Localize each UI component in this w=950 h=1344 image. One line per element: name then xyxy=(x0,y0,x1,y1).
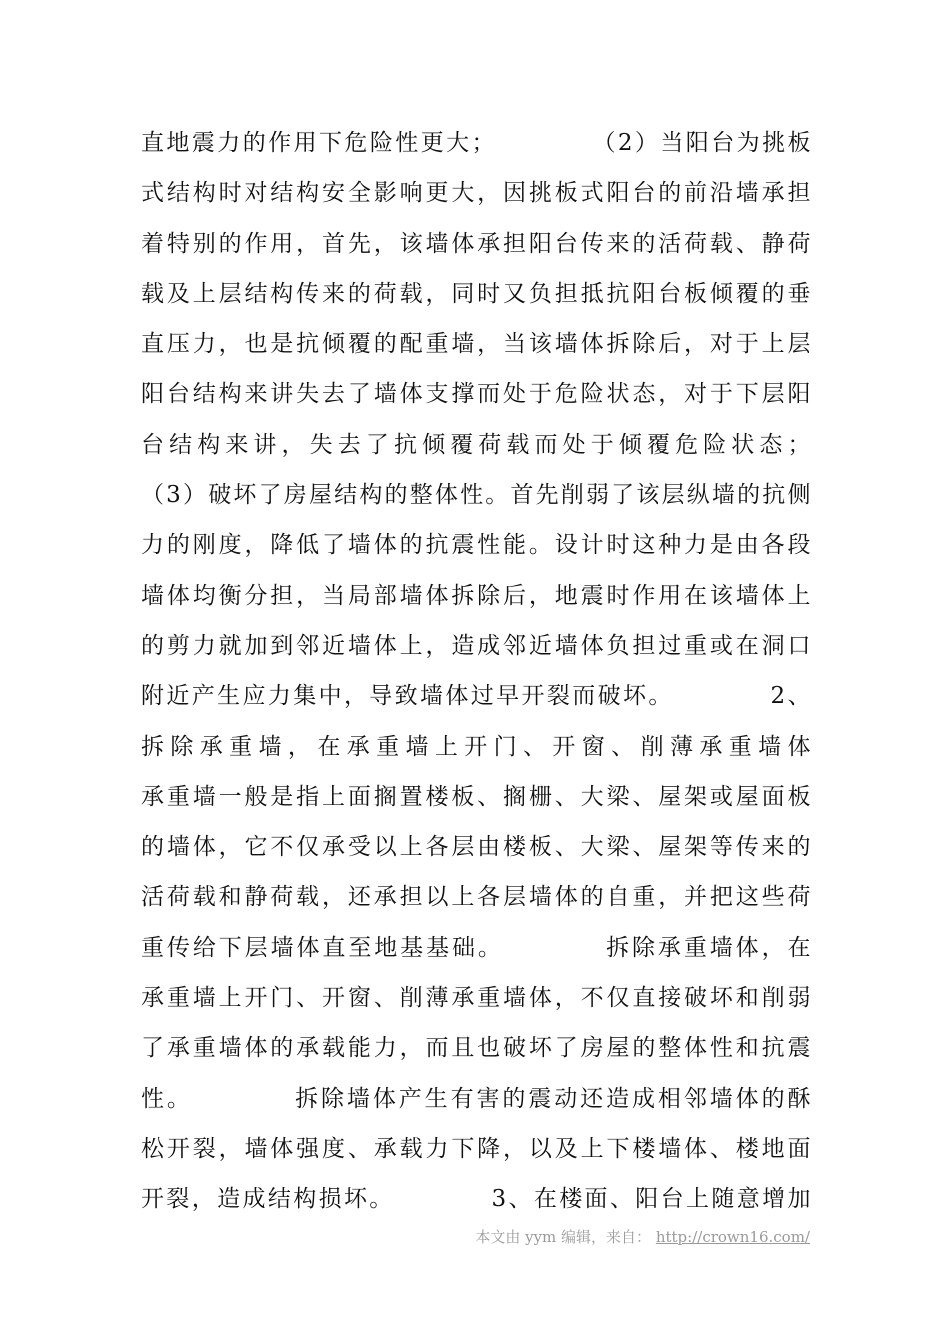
text-line: 着特别的作用，首先，该墙体承担阳台传来的活荷载、静荷 xyxy=(141,230,811,257)
text-line: 的剪力就加到邻近墙体上，造成邻近墙体负担过重或在洞口 xyxy=(141,632,811,659)
text-line: 重传给下层墙体直至地基基础。 拆除承重墙体，在 xyxy=(141,934,811,961)
text-line: 台结构来讲，失去了抗倾覆荷载而处于倾覆危险状态； xyxy=(141,431,811,458)
footer-credit: 本文由 yym 编辑，来自： xyxy=(475,1228,652,1246)
text-line: 载及上层结构传来的荷载，同时又负担抵抗阳台板倾覆的垂 xyxy=(141,280,811,307)
text-line: 了承重墙体的承载能力，而且也破坏了房屋的整体性和抗震 xyxy=(141,1035,811,1062)
footer xyxy=(475,1226,810,1247)
text-line: 附近产生应力集中，导致墙体过早开裂而破坏。 2、 xyxy=(141,683,811,710)
body-text xyxy=(141,118,811,1225)
footer-link[interactable]: http://crown16.com/ xyxy=(655,1228,810,1246)
text-line: 承重墙上开门、开窗、削薄承重墙体，不仅直接破坏和削弱 xyxy=(141,985,811,1012)
text-line: 拆除承重墙，在承重墙上开门、开窗、削薄承重墙体 xyxy=(141,733,811,760)
text-line: 活荷载和静荷载，还承担以上各层墙体的自重，并把这些荷 xyxy=(141,884,811,911)
text-line: 阳台结构来讲失去了墙体支撑而处于危险状态，对于下层阳 xyxy=(141,381,811,408)
text-line: 直地震力的作用下危险性更大； （2）当阳台为挑板 xyxy=(141,130,811,156)
text-line: 力的刚度，降低了墙体的抗震性能。设计时这种力是由各段 xyxy=(141,532,811,559)
text-line: 承重墙一般是指上面搁置楼板、搁栅、大梁、屋架或屋面板 xyxy=(141,783,811,810)
text-line: 式结构时对结构安全影响更大，因挑板式阳台的前沿墙承担 xyxy=(141,180,811,207)
text-line: 墙体均衡分担，当局部墙体拆除后，地震时作用在该墙体上 xyxy=(141,582,811,609)
text-line: 直压力，也是抗倾覆的配重墙，当该墙体拆除后，对于上层 xyxy=(141,331,811,358)
text-line: 性。 拆除墙体产生有害的震动还造成相邻墙体的酥 xyxy=(141,1085,811,1112)
text-line: 开裂，造成结构损坏。 3、在楼面、阳台上随意增加 xyxy=(141,1186,811,1213)
text-line: 松开裂，墙体强度、承载力下降，以及上下楼墙体、楼地面 xyxy=(141,1135,811,1162)
text-line: （3）破坏了房屋结构的整体性。首先削弱了该层纵墙的抗侧 xyxy=(141,482,811,509)
text-line: 的墙体，它不仅承受以上各层由楼板、大梁、屋架等传来的 xyxy=(141,834,811,861)
